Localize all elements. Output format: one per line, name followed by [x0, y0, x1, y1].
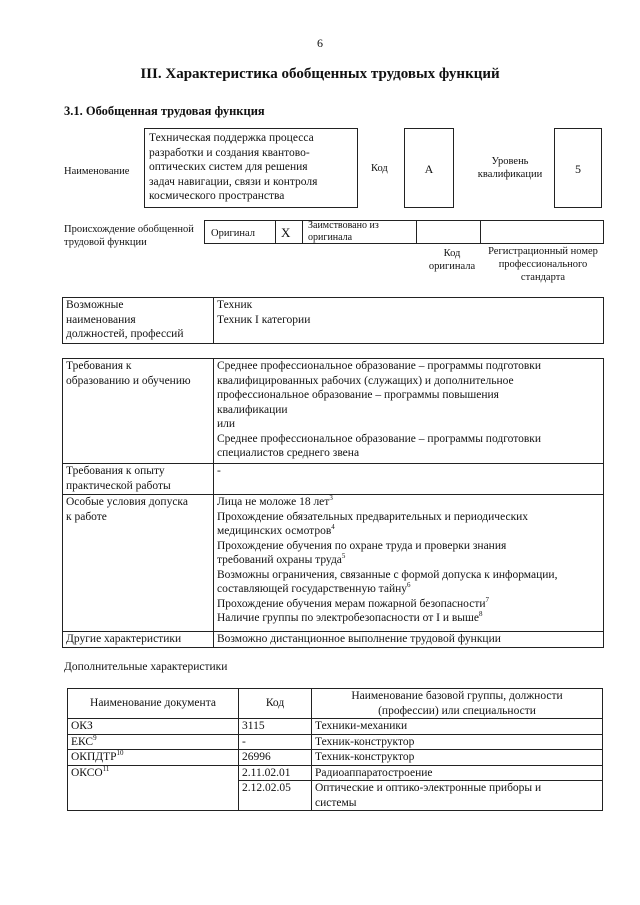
table-row: ЕКС$^9$ - Техник-конструктор — [68, 734, 603, 750]
requirements-row-experience — [63, 464, 604, 495]
reg-number-caption: Регистрационный номер профессионального стандарта — [488, 246, 598, 283]
possible-names-label: Возможные наименования должностей, профессий — [63, 298, 214, 344]
header-document: Наименование документа — [68, 689, 239, 719]
requirement-label: Требования к опыту практической работы — [63, 464, 214, 495]
requirements-row-education — [63, 359, 604, 464]
table-row: 2.12.02.05 Оптические и оптико-электронные приборы и системы — [68, 781, 603, 811]
header-group-name: Наименование базовой группы, должности (профессии) или специальности — [312, 689, 603, 719]
requirement-value: Лица не моложе 18 лет$^3$ Прохождение обязательных предварительных и периодических медицинских осмотров$^4$ Прохождение обучения по охране труда и проверки знания требований охраны труда$^5$ Возможны ограничения, связанные с формой допуска к информации, составляющей государственную тайну$^6$ Прохождение обучения мерам пожарной безопасности$^7$ Наличие группы по электробезопасности от I и выше$^8$ — [214, 495, 604, 632]
requirement-value: Среднее профессиональное образование – программы подготовки квалифицированных рабочих (служащих) и дополнительное профессиональное образование – программы повышения квалификации или Среднее профессиональное образование – программы подготовки специалистов среднего звена — [214, 359, 604, 464]
code-box — [404, 128, 454, 208]
subsection-title: 3.1. Обобщенная трудовая функция — [64, 104, 265, 118]
origin-row — [204, 220, 604, 244]
level-label: Уровень квалификации — [477, 156, 543, 180]
code-label: Код — [371, 163, 388, 174]
name-label: Наименование — [64, 166, 130, 177]
requirements-table — [62, 358, 604, 648]
original-label: Оригинал — [211, 228, 255, 239]
requirement-value: Возможно дистанционное выполнение трудовой функции — [214, 632, 604, 648]
requirements-row-other — [63, 632, 604, 648]
additional-header-row — [68, 689, 603, 719]
level-value: 5 — [575, 162, 581, 176]
possible-names-values: Техник Техник I категории — [214, 298, 604, 344]
code-origin-caption: Код оригинала — [428, 248, 476, 272]
header-code: Код — [239, 689, 312, 719]
possible-names-table — [62, 297, 604, 344]
requirement-label: Другие характеристики — [63, 632, 214, 648]
origin-label: Происхождение обобщенной трудовой функции — [64, 224, 194, 248]
table-row: ОКСО$^{11}$ 2.11.02.01 Радиоаппаратостроение — [68, 765, 603, 781]
original-mark: X — [281, 225, 291, 240]
page-number: 6 — [317, 36, 323, 50]
name-box — [144, 128, 358, 208]
requirement-value: - — [214, 464, 604, 495]
table-row: ОКПДТР$^{10}$ 26996 Техник-конструктор — [68, 750, 603, 766]
additional-title: Дополнительные характеристики — [64, 661, 228, 673]
requirements-row-admission — [63, 495, 604, 632]
code-value: А — [424, 162, 434, 176]
requirement-label: Особые условия допуска к работе — [63, 495, 214, 632]
section-title: III. Характеристика обобщенных трудовых функций — [140, 66, 500, 82]
requirement-label: Требования к образованию и обучению — [63, 359, 214, 464]
level-box — [554, 128, 602, 208]
additional-table — [67, 688, 603, 811]
borrowed-label: Заимствовано из оригинала — [308, 220, 379, 243]
table-row: ОКЗ 3115 Техники-механики — [68, 719, 603, 735]
name-value: Техническая поддержка процесса разработки и создания квантово- оптических систем для решения задач навигации, связи и контроля космического пространства — [149, 132, 318, 202]
